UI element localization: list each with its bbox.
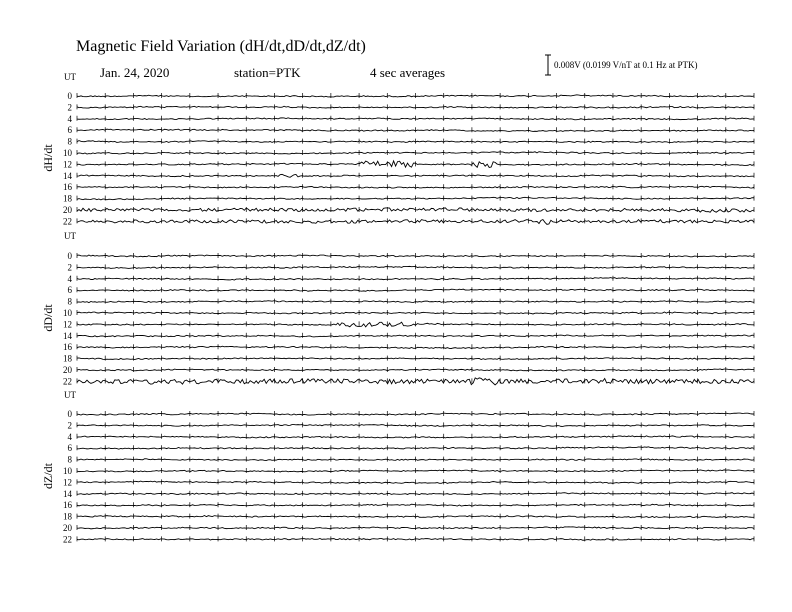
- ut-label: UT: [64, 72, 76, 82]
- hour-label: 2: [67, 262, 72, 273]
- hour-label: 4: [67, 113, 72, 124]
- hour-label: 16: [63, 342, 72, 353]
- hour-label: 18: [63, 353, 72, 364]
- date-label: Jan. 24, 2020: [100, 65, 170, 80]
- ut-label: UT: [64, 231, 76, 241]
- hour-label: 10: [63, 466, 72, 476]
- hour-label: 22: [63, 216, 72, 227]
- hour-label: 22: [63, 376, 72, 387]
- hour-label: 10: [63, 308, 72, 318]
- hour-label: 8: [67, 454, 72, 465]
- panel-ylabel: dD/dt: [41, 304, 55, 332]
- hour-label: 0: [67, 251, 72, 261]
- panel-ylabel: dZ/dt: [41, 463, 55, 489]
- hour-label: 18: [63, 193, 72, 204]
- hour-label: 14: [63, 330, 72, 341]
- hour-label: 12: [63, 477, 72, 488]
- hour-label: 6: [67, 285, 72, 296]
- hour-label: 2: [67, 420, 72, 431]
- scale-bar-label: 0.008V (0.0199 V/nT at 0.1 Hz at PTK): [554, 60, 698, 70]
- ut-label: UT: [64, 390, 76, 400]
- hour-label: 2: [67, 102, 72, 113]
- hour-label: 4: [67, 431, 72, 442]
- hour-label: 12: [63, 319, 72, 330]
- hour-label: 0: [67, 409, 72, 419]
- hour-label: 6: [67, 125, 72, 136]
- hour-label: 14: [63, 170, 72, 181]
- panel-ylabel: dH/dt: [41, 144, 55, 172]
- hour-label: 22: [63, 534, 72, 545]
- hour-label: 8: [67, 296, 72, 307]
- hour-label: 14: [63, 488, 72, 499]
- averaging-label: 4 sec averages: [370, 65, 446, 80]
- chart-title: Magnetic Field Variation (dH/dt,dD/dt,dZ/dt): [76, 38, 366, 55]
- hour-label: 18: [63, 511, 72, 522]
- hour-label: 16: [63, 182, 72, 193]
- hour-label: 0: [67, 91, 72, 101]
- hour-label: 20: [63, 523, 72, 533]
- hour-label: 20: [63, 365, 72, 375]
- hour-label: 6: [67, 443, 72, 454]
- hour-label: 4: [67, 273, 72, 284]
- hour-label: 12: [63, 159, 72, 170]
- station-label: station=PTK: [234, 65, 301, 80]
- hour-label: 20: [63, 205, 72, 215]
- hour-label: 16: [63, 500, 72, 511]
- hour-label: 8: [67, 136, 72, 147]
- hour-label: 10: [63, 148, 72, 158]
